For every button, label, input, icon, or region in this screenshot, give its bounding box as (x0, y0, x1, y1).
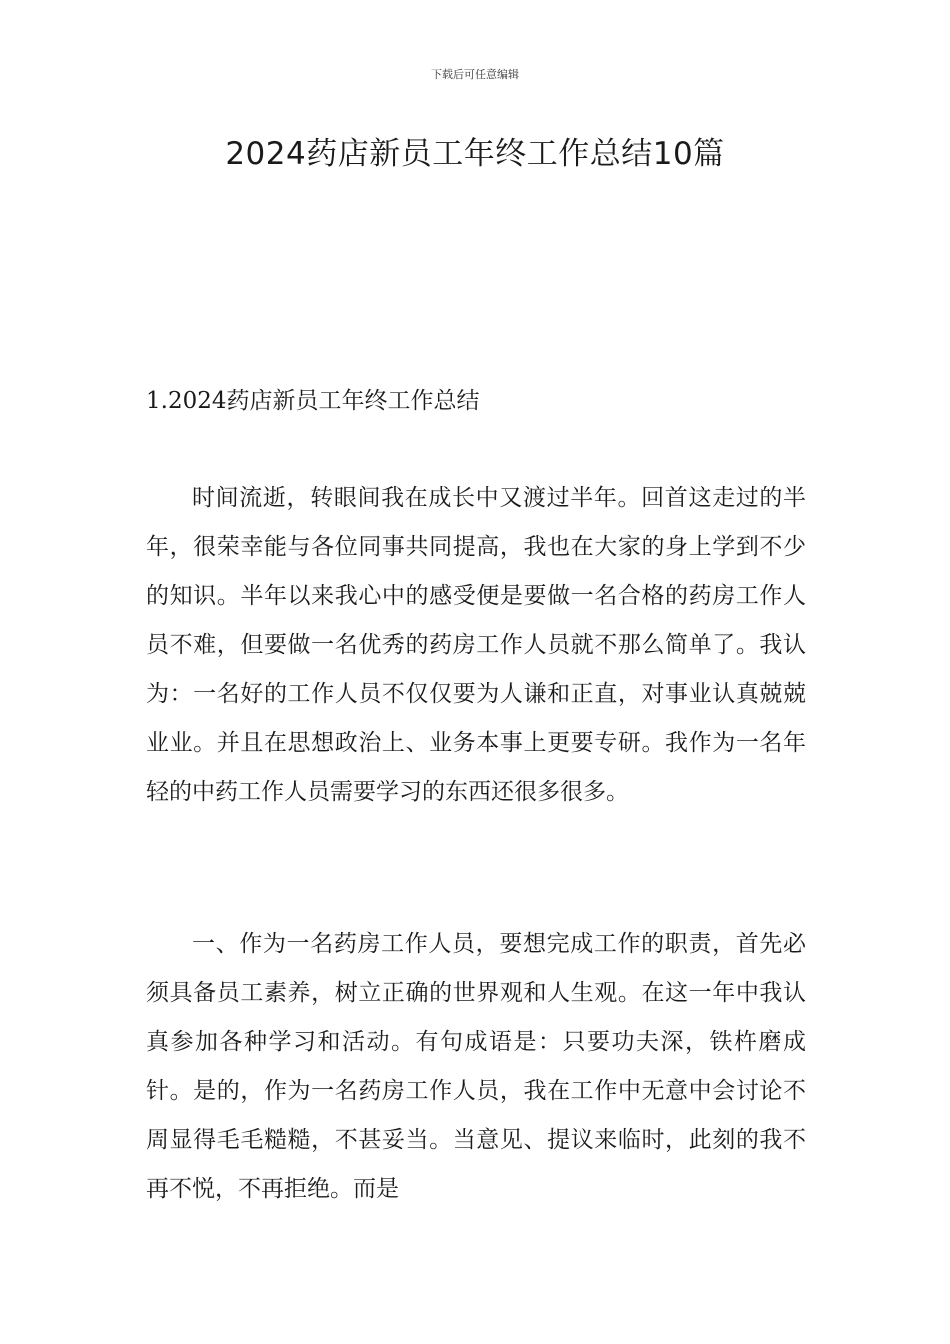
document-title: 2024药店新员工年终工作总结10篇 (225, 136, 725, 172)
section-heading: 1.2024药店新员工年终工作总结 (146, 388, 480, 414)
body-paragraph: 一、作为一名药房工作人员，要想完成工作的职责，首先必须具备员工素养，树立正确的世界观和人生观。在这一年中我认真参加各种学习和活动。有句成语是：只要功夫深，铁杵磨成针。是的，作为一名药房工作人员，我在工作中无意中会讨论不周显得毛毛糙糙，不甚妥当。当意见、提议来临时，此刻的我不再不悦，不再拒绝。而是 (146, 931, 806, 1202)
body-paragraph: 时间流逝，转眼间我在成长中又渡过半年。回首这走过的半年，很荣幸能与各位同事共同提高，我也在大家的身上学到不少的知识。半年以来我心中的感受便是要做一名合格的药房工作人员不难，但要做一名优秀的药房工作人员就不那么简单了。我认为：一名好的工作人员不仅仅要为人谦和正直，对事业认真兢兢业业。并且在思想政治上、业务本事上更要专研。我作为一名年轻的中药工作人员需要学习的东西还很多很多。 (146, 485, 806, 805)
header-note: 下载后可任意编辑 (431, 68, 519, 81)
